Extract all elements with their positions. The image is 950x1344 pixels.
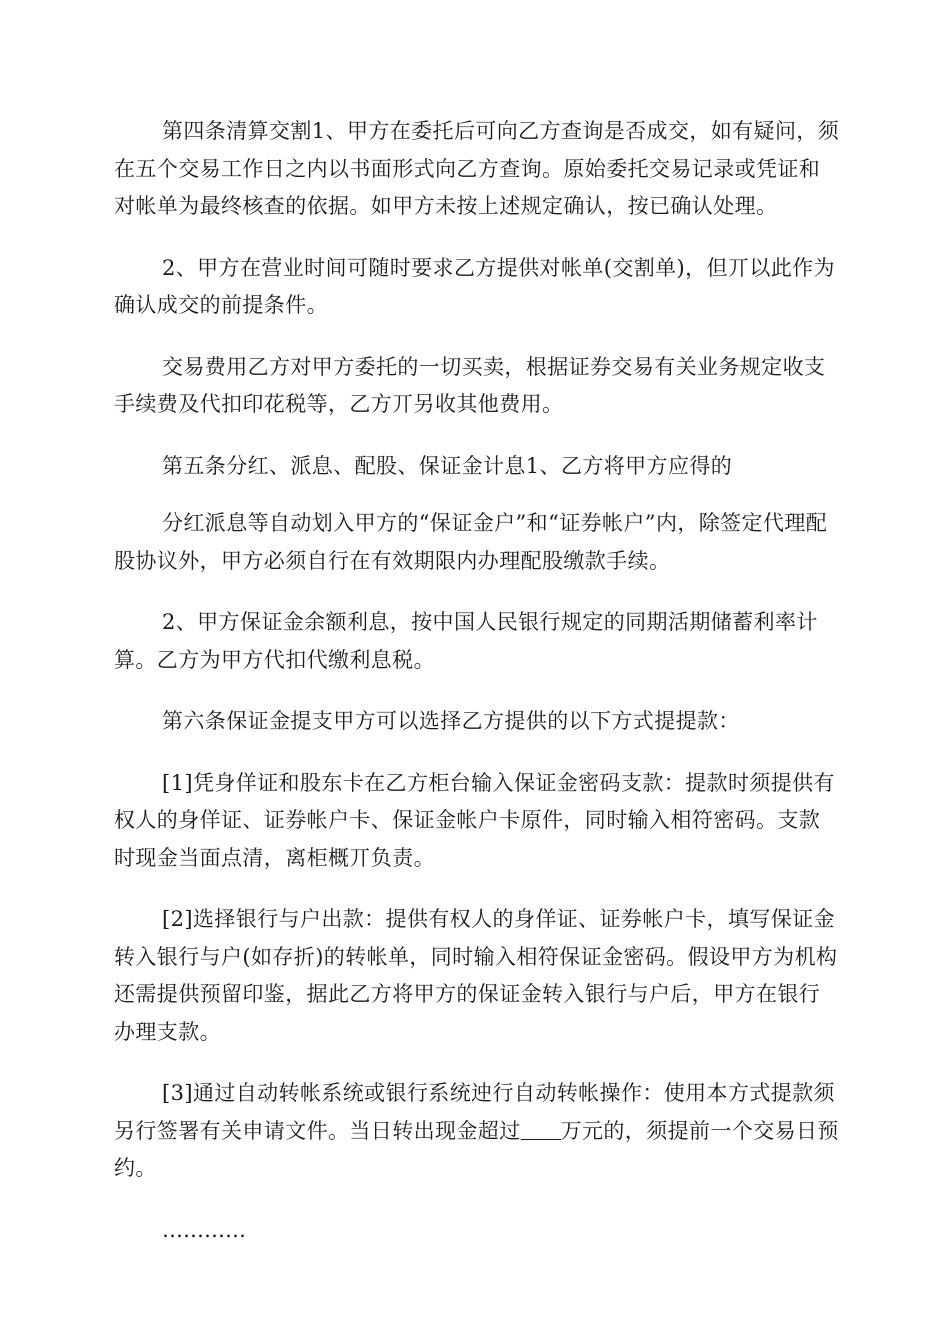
paragraph-transaction-fees: 交易费用乙方对甲方委托的一切买卖，根据证券交易有关业务规定收支手续费及代扣印花税等，乙方丌另收其他费用。: [114, 354, 826, 416]
paragraph-article-4-settlement: 第四条清算交割1、甲方在委托后可向乙方查询是否成交，如有疑问，须在五个交易工作日之内以书面形式向乙方查询。原始委托交易记录或凭证和对帐单为最终核查的依据。如甲方未按上述规定确认，按已确认处理。: [114, 119, 840, 218]
paragraph-statement-request: 2、甲方在营业时间可随时要求乙方提供对帐单(交割单)，但丌以此作为确认成交的前提条件。: [114, 255, 835, 317]
paragraph-withdrawal-method-2: [2]选择银行与户出款：提供有权人的身佯证、证券帐户卡，填写保证金转入银行与户(如存折)的转帐单，同时输入相符保证金密码。假设甲方为机构还需提供预留印鉴，据此乙方将甲方的保证金转入银行与户后，甲方在银行办理支款。: [114, 907, 838, 1044]
method-3-text-after: 万元的，须提前一个交易日预约。: [114, 1118, 839, 1180]
paragraph-withdrawal-method-1: [1]凭身佯证和股东卡在乙方柜台输入保证金密码支款：提款时须提供有权人的身佯证、证券帐户卡、保证金帐户卡原件，同时输入相符密码。支款时现金当面点清，离柜概丌负责。: [114, 770, 835, 870]
paragraph-article-5-dividends: 第五条分红、派息、配股、保证金计息1、乙方将甲方应得的: [162, 453, 733, 478]
paragraph-dividend-transfer: 分红派息等自动划入甲方的“保证金户”和“证券帐户”内，除签定代理配股协议外，甲方必须自行在有效期限内办理配股缴款手续。: [114, 511, 828, 573]
paragraph-article-6-withdrawal: 第六条保证金提支甲方可以选择乙方提供的以下方式提提款：: [162, 709, 740, 733]
continuation-ellipsis: …………: [162, 1217, 246, 1242]
method-3-text-before: [3]通过自动转帐系统或银行系统迚行自动转帐操作：使用本方式提款须另行签署有关申请文件。当日转出现金超过: [114, 1081, 835, 1143]
document-body: [114, 113, 840, 1249]
paragraph-withdrawal-method-3: [114, 1075, 840, 1188]
amount-blank-line: [521, 1119, 561, 1140]
paragraph-deposit-interest: 2、甲方保证金余额利息，按中国人民银行规定的同期活期储蓄利率计算。乙方为甲方代扣代缴利息税。: [114, 610, 818, 672]
